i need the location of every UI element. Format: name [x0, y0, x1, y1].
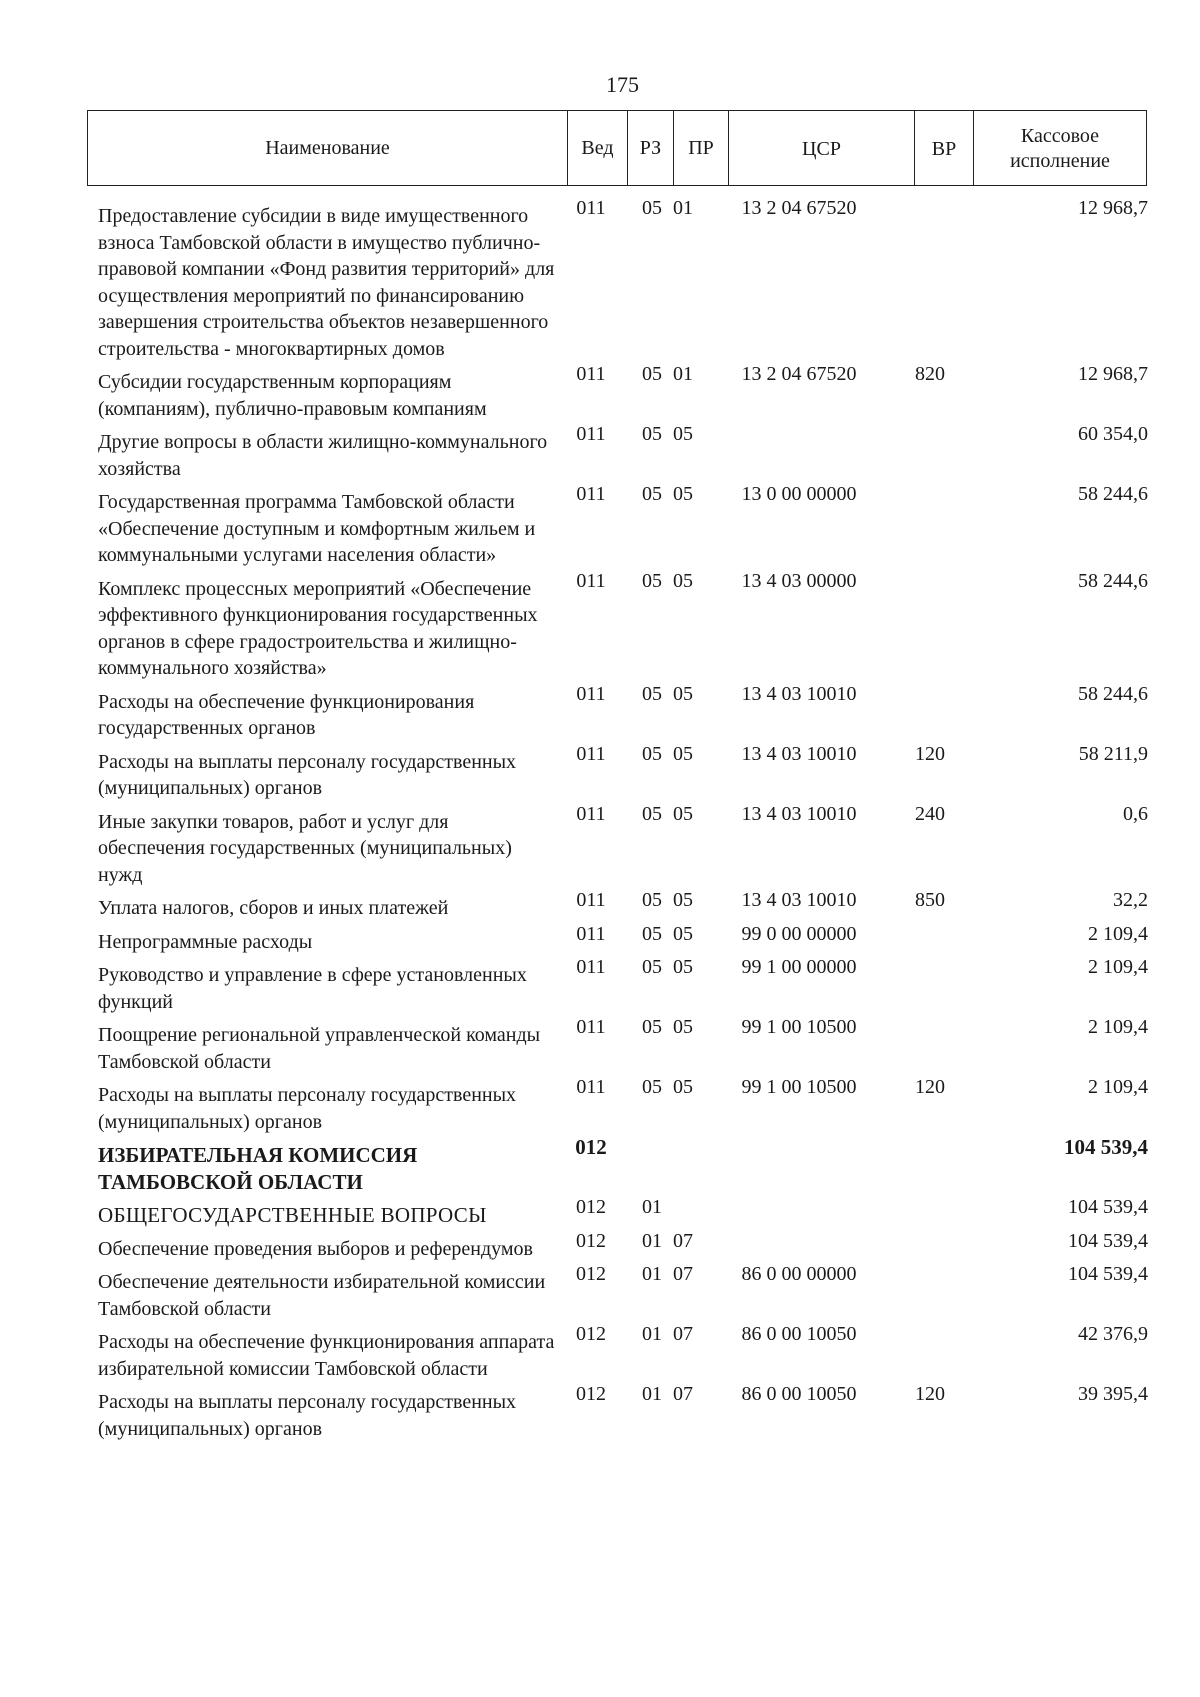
cell-name: Государственная программа Тамбовской области «Обеспечение доступным и комфортным жильем и коммунальными услугами населения области» [98, 491, 536, 566]
table-row [98, 1196, 1148, 1229]
cell-sum: 104 539,4 [1068, 1229, 1148, 1252]
cell-sum: 2 109,4 [1088, 1076, 1148, 1098]
table-row [98, 889, 1148, 922]
cell-pr: 05 [673, 889, 693, 911]
cell-name: Непрограммные расходы [98, 930, 313, 953]
cell-vr: 120 [915, 1383, 945, 1405]
table-row [98, 802, 1148, 889]
header-csr: ЦСР [729, 111, 915, 185]
cell-ved: 012 [576, 1323, 606, 1345]
cell-vr [894, 1014, 966, 1067]
cell-sum: 104 539,4 [1064, 1135, 1148, 1159]
cell-csr: 99 1 00 10500 [741, 1076, 857, 1098]
cell-vr [894, 954, 966, 1007]
table-row [98, 956, 1148, 1015]
cell-ved: 012 [576, 1263, 606, 1285]
cell-csr: 99 0 00 00000 [741, 922, 857, 945]
cell-csr: 13 0 00 00000 [741, 483, 857, 505]
cell-ved: 011 [576, 1016, 606, 1038]
cell-pr: 07 [673, 1323, 693, 1345]
table-row [98, 423, 1148, 482]
cell-name: Обеспечение деятельности избирательной комиссии Тамбовской области [98, 1271, 546, 1320]
cell-csr: 86 0 00 10050 [741, 1323, 857, 1345]
cell-sum: 2 109,4 [1088, 956, 1148, 978]
cell-csr: 13 4 03 10010 [741, 682, 857, 705]
cell-pr: 01 [673, 363, 693, 385]
cell-pr: 07 [673, 1263, 693, 1285]
cell-vr [894, 568, 966, 674]
cell-sum: 12 968,7 [1078, 197, 1148, 219]
cell-name: Руководство и управление в сфере установленных функций [98, 964, 527, 1013]
cell-name: ОБЩЕГОСУДАРСТВЕННЫЕ ВОПРОСЫ [98, 1203, 487, 1227]
cell-pr: 05 [673, 1076, 693, 1098]
cell-vr: 240 [915, 802, 945, 825]
cell-ved: 011 [576, 742, 606, 765]
cell-vr [894, 481, 966, 561]
table-row [98, 922, 1148, 956]
cell-pr: 05 [673, 682, 693, 705]
cell-ved: 011 [576, 197, 606, 219]
cell-name: Расходы на обеспечение функционирования государственных органов [98, 690, 475, 739]
cell-sum: 104 539,4 [1068, 1263, 1148, 1285]
table-body [98, 197, 1148, 1449]
cell-sum: 58 244,6 [1078, 682, 1148, 705]
cell-name: Обеспечение проведения выборов и референдумов [98, 1237, 533, 1260]
cell-vr [894, 195, 966, 354]
table-row [98, 197, 1148, 362]
cell-ved: 012 [576, 1383, 606, 1405]
cell-sum: 2 109,4 [1088, 1016, 1148, 1038]
cell-pr: 05 [673, 802, 693, 825]
header-name: Наименование [88, 111, 568, 185]
table-row [98, 682, 1148, 742]
cell-vr: 120 [915, 1076, 945, 1098]
cell-ved: 011 [576, 889, 606, 911]
cell-ved: 011 [576, 1076, 606, 1098]
cell-rz: 05 [642, 363, 662, 385]
cell-pr: 07 [673, 1229, 693, 1252]
cell-name: Субсидии государственным корпорациям (компаниям), публично-правовым компаниям [98, 371, 487, 420]
cell-ved: 011 [576, 922, 606, 945]
header-vr: ВР [915, 111, 974, 185]
header-sum: Кассовое исполнение [1010, 125, 1110, 172]
table-row [98, 742, 1148, 802]
cell-name: Предоставление субсидии в виде имущественного взноса Тамбовской области в имущество публично-правовой компании «Фонд развития территорий» для осуществления мероприятий по финансированию завершения строительства объектов незавершенного строительства - многоквартирных домов [98, 205, 555, 360]
cell-sum: 60 354,0 [1078, 423, 1148, 445]
cell-sum: 58 244,6 [1078, 569, 1148, 592]
cell-pr: 05 [673, 922, 693, 945]
cell-name: Уплата налогов, сборов и иных платежей [98, 897, 449, 919]
cell-vr: 820 [915, 363, 945, 385]
cell-ved: 011 [576, 363, 606, 385]
page-number: 175 [606, 72, 639, 97]
cell-ved: 012 [576, 1196, 606, 1218]
cell-ved: 011 [576, 423, 606, 445]
cell-rz [624, 1134, 662, 1187]
cell-name: ИЗБИРАТЕЛЬНАЯ КОМИССИЯ ТАМБОВСКОЙ ОБЛАСТИ [98, 1143, 418, 1194]
cell-vr [894, 921, 966, 948]
cell-rz: 01 [642, 1229, 662, 1252]
cell-name: Расходы на выплаты персоналу государственных (муниципальных) органов [98, 1391, 517, 1440]
cell-name: Расходы на выплаты персоналу государственных (муниципальных) органов [98, 750, 517, 799]
cell-rz: 05 [642, 197, 662, 219]
cell-csr: 13 4 03 10010 [741, 889, 857, 911]
cell-rz: 05 [642, 956, 662, 978]
cell-rz: 01 [642, 1196, 662, 1218]
cell-sum: 32,2 [1113, 889, 1148, 911]
cell-rz: 01 [642, 1263, 662, 1285]
cell-csr: 99 1 00 10500 [741, 1016, 857, 1038]
cell-name: Расходы на обеспечение функционирования аппарата избирательной комиссии Тамбовской области [98, 1331, 555, 1380]
header-rz: РЗ [628, 111, 674, 185]
cell-rz: 05 [642, 742, 662, 765]
cell-sum: 2 109,4 [1088, 922, 1148, 945]
cell-rz: 05 [642, 1076, 662, 1098]
header-ved: Вед [568, 111, 628, 185]
cell-name: Комплекс процессных мероприятий «Обеспечение эффективного функционирования государственных органов в сфере градостроительства и жилищно-коммунального хозяйства» [98, 577, 538, 679]
cell-name: Другие вопросы в области жилищно-коммунального хозяйства [98, 431, 548, 480]
header-pr: ПР [674, 111, 729, 185]
cell-vr [894, 1321, 966, 1374]
table-row [98, 1263, 1148, 1322]
cell-csr: 86 0 00 10050 [741, 1383, 857, 1405]
cell-vr [894, 1134, 966, 1187]
table-row [98, 1135, 1148, 1195]
cell-pr [662, 1194, 704, 1221]
table-row [98, 1016, 1148, 1075]
cell-csr: 13 4 03 10010 [741, 742, 857, 765]
cell-vr [894, 681, 966, 734]
cell-rz: 01 [642, 1323, 662, 1345]
cell-rz: 05 [642, 889, 662, 911]
cell-vr [894, 421, 966, 474]
cell-name: Расходы на выплаты персоналу государственных (муниципальных) органов [98, 1084, 517, 1133]
cell-rz: 05 [642, 922, 662, 945]
cell-csr [704, 1194, 894, 1221]
cell-csr: 13 4 03 10010 [741, 802, 857, 825]
cell-csr: 13 2 04 67520 [741, 363, 857, 385]
table-row [98, 569, 1148, 682]
cell-csr: 86 0 00 00000 [741, 1263, 857, 1285]
cell-rz: 05 [642, 1016, 662, 1038]
table-row [98, 1229, 1148, 1263]
cell-vr: 850 [915, 889, 945, 911]
table-row [98, 1383, 1148, 1442]
cell-ved: 011 [576, 569, 606, 592]
cell-rz: 05 [642, 483, 662, 505]
cell-csr [704, 1134, 894, 1187]
cell-rz: 01 [642, 1383, 662, 1405]
cell-pr: 07 [673, 1383, 693, 1405]
cell-pr: 05 [673, 1016, 693, 1038]
cell-rz: 05 [642, 682, 662, 705]
cell-sum: 58 244,6 [1078, 483, 1148, 505]
cell-sum: 58 211,9 [1078, 742, 1148, 765]
cell-rz: 05 [642, 423, 662, 445]
cell-sum: 0,6 [1123, 802, 1148, 825]
cell-csr: 13 2 04 67520 [741, 197, 857, 219]
cell-pr: 05 [673, 742, 693, 765]
table-row [98, 363, 1148, 422]
cell-vr: 120 [915, 742, 945, 765]
cell-ved: 011 [576, 802, 606, 825]
cell-sum: 42 376,9 [1078, 1323, 1148, 1345]
cell-csr: 99 1 00 00000 [741, 956, 857, 978]
cell-ved: 011 [576, 483, 606, 505]
cell-pr: 01 [673, 197, 693, 219]
cell-ved: 012 [575, 1135, 607, 1159]
cell-pr: 05 [673, 483, 693, 505]
cell-rz: 05 [642, 802, 662, 825]
cell-rz: 05 [642, 569, 662, 592]
cell-sum: 12 968,7 [1078, 363, 1148, 385]
cell-pr: 05 [673, 423, 693, 445]
cell-csr [704, 421, 894, 474]
table-header [87, 110, 1147, 186]
cell-pr [662, 1134, 704, 1187]
cell-ved: 011 [576, 682, 606, 705]
table-row [98, 483, 1148, 569]
cell-name: Поощрение региональной управленческой команды Тамбовской области [98, 1024, 541, 1073]
cell-name: Иные закупки товаров, работ и услуг для обеспечения государственных (муниципальных) нужд [98, 810, 512, 886]
table-row [98, 1076, 1148, 1135]
cell-pr: 05 [673, 569, 693, 592]
cell-pr: 05 [673, 956, 693, 978]
cell-ved: 011 [576, 956, 606, 978]
cell-vr [894, 1228, 966, 1255]
cell-sum: 39 395,4 [1078, 1383, 1148, 1405]
cell-csr [704, 1228, 894, 1255]
cell-sum: 104 539,4 [1068, 1196, 1148, 1218]
cell-vr [894, 1261, 966, 1314]
cell-csr: 13 4 03 00000 [741, 569, 857, 592]
table-row [98, 1323, 1148, 1382]
cell-vr [894, 1194, 966, 1221]
cell-ved: 012 [576, 1229, 606, 1252]
